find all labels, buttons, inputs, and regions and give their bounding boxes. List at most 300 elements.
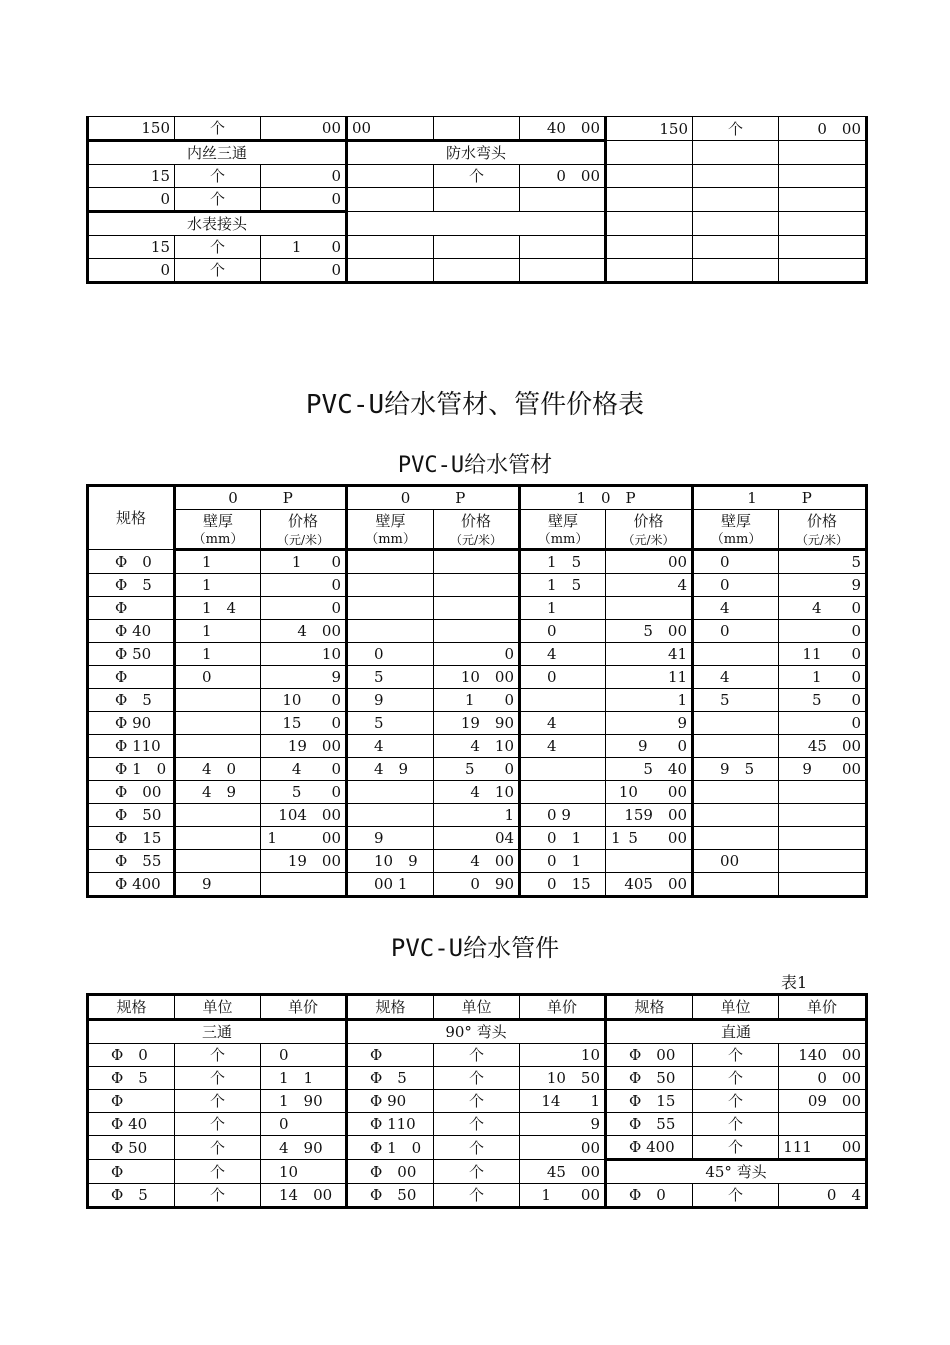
table-cell: 9 xyxy=(347,689,434,712)
table-cell: Φ 90 xyxy=(88,712,175,735)
table-cell: 45 00 xyxy=(779,735,867,758)
table-row xyxy=(88,141,867,165)
table-cell: Φ 50 xyxy=(88,1136,175,1160)
table-cell: 0 xyxy=(693,574,779,597)
fitting-section-title: PVC-U给水管件 xyxy=(390,934,560,962)
table-cell: Φ 5 xyxy=(347,1067,434,1090)
table-cell: 个 xyxy=(434,1184,520,1208)
table-cell: 个 xyxy=(693,1044,779,1067)
table-cell xyxy=(261,873,347,897)
table-cell: 159 00 xyxy=(606,804,693,827)
group-header: 0 P xyxy=(175,486,347,510)
table-row xyxy=(88,1136,867,1160)
table-cell: 10 9 xyxy=(347,850,434,873)
table-cell xyxy=(434,236,520,259)
table-cell xyxy=(693,165,779,188)
table-cell: Φ 00 xyxy=(347,1160,434,1184)
table-cell: 140 00 xyxy=(779,1044,867,1067)
group-header: 1 P xyxy=(693,486,867,510)
table-number: 表1 xyxy=(781,973,808,992)
table-cell xyxy=(175,735,261,758)
table-row xyxy=(88,1113,867,1136)
table-cell: 10 0 xyxy=(261,689,347,712)
sub-header: 壁厚 xyxy=(520,510,606,533)
table-row xyxy=(88,689,867,712)
table-row xyxy=(88,165,867,188)
table-cell: 11 0 xyxy=(779,643,867,666)
table-cell: 0 9 xyxy=(520,804,606,827)
sub-header: 价格 xyxy=(434,510,520,533)
table-cell: 个 xyxy=(175,1090,261,1113)
table-cell: 14 00 xyxy=(261,1184,347,1208)
table-cell: 0 xyxy=(693,550,779,574)
table-row xyxy=(88,1090,867,1113)
unit-header: （元/米） xyxy=(261,532,347,550)
table-row xyxy=(88,1067,867,1090)
column-header: 单位 xyxy=(693,995,779,1020)
table-cell: Φ 00 xyxy=(88,781,175,804)
table-cell: 个 xyxy=(175,236,261,259)
table-cell: Φ 40 xyxy=(88,1113,175,1136)
table-cell: 0 xyxy=(261,574,347,597)
table-cell: Φ 5 xyxy=(88,689,175,712)
table-cell: 04 xyxy=(434,827,520,850)
table-cell xyxy=(175,804,261,827)
column-header: 单价 xyxy=(520,995,606,1020)
table-cell: 1 0 xyxy=(261,550,347,574)
table-cell xyxy=(347,620,434,643)
table-cell: 00 xyxy=(606,550,693,574)
table-cell: 5 0 xyxy=(434,758,520,781)
fitting-price-table xyxy=(86,993,868,1209)
table-cell: Φ xyxy=(88,1160,175,1184)
table-cell: 个 xyxy=(434,1113,520,1136)
table-cell xyxy=(779,259,867,283)
table-cell xyxy=(347,236,434,259)
table-cell: 00 xyxy=(520,1136,606,1160)
column-header: 单价 xyxy=(779,995,867,1020)
table-cell: 1 xyxy=(606,689,693,712)
table-cell: 09 00 xyxy=(779,1090,867,1113)
table-cell xyxy=(520,259,606,283)
table-cell xyxy=(606,259,693,283)
table-cell: 1 4 xyxy=(175,597,261,620)
table-cell: 0 xyxy=(88,259,175,283)
table-cell: 个 xyxy=(693,1090,779,1113)
table-cell: 0 xyxy=(88,188,175,212)
table-cell: Φ 400 xyxy=(606,1136,693,1160)
section-label: 三通 xyxy=(88,1020,347,1044)
unit-header: （mm） xyxy=(175,532,261,550)
unit-header: （元/米） xyxy=(779,532,867,550)
table-row xyxy=(88,212,867,236)
pipe-price-table xyxy=(86,484,868,898)
table-cell: 0 1 xyxy=(520,850,606,873)
table-cell: 4 90 xyxy=(261,1136,347,1160)
table-cell: Φ xyxy=(347,1044,434,1067)
table-cell: 0 xyxy=(693,620,779,643)
table-cell xyxy=(520,781,606,804)
header-row xyxy=(88,995,867,1020)
table-cell xyxy=(434,117,520,141)
table-cell xyxy=(693,643,779,666)
table-cell: 5 40 xyxy=(606,758,693,781)
table-cell: 0 xyxy=(175,666,261,689)
table-cell xyxy=(520,188,606,212)
group-header: 1 0 P xyxy=(520,486,693,510)
table-cell: Φ 50 xyxy=(347,1184,434,1208)
table-cell: 5 xyxy=(779,550,867,574)
table-cell: 5 xyxy=(693,689,779,712)
section-label: 直通 xyxy=(606,1020,867,1044)
table-cell xyxy=(779,827,867,850)
table-cell: 14 1 xyxy=(520,1090,606,1113)
table-cell: 个 xyxy=(175,259,261,283)
table-cell: 405 00 xyxy=(606,873,693,897)
table-cell: 00 xyxy=(693,850,779,873)
table-cell: 个 xyxy=(175,1184,261,1208)
table-cell: 1 xyxy=(434,804,520,827)
table-cell xyxy=(693,781,779,804)
unit-header: （元/米） xyxy=(434,532,520,550)
sub-header: 壁厚 xyxy=(693,510,779,533)
table-row xyxy=(88,117,867,141)
table-cell: 10 00 xyxy=(606,781,693,804)
table-cell: 0 xyxy=(347,643,434,666)
table-cell: 4 10 xyxy=(434,781,520,804)
table-cell: 19 00 xyxy=(261,850,347,873)
table-cell: 10 50 xyxy=(520,1067,606,1090)
table-cell xyxy=(606,236,693,259)
table-cell: 150 xyxy=(88,117,175,141)
table-cell: 111 00 xyxy=(779,1136,867,1160)
unit-header: （mm） xyxy=(520,532,606,550)
table-cell: 10 xyxy=(520,1044,606,1067)
table-cell: 0 1 1 xyxy=(520,827,606,850)
table-cell: 0 xyxy=(520,620,606,643)
table-row xyxy=(88,574,867,597)
table-cell: 1 xyxy=(175,620,261,643)
table-cell: 1 xyxy=(175,643,261,666)
table-cell xyxy=(693,259,779,283)
table-cell: 0 xyxy=(261,597,347,620)
table-row xyxy=(88,850,867,873)
table-cell: 个 xyxy=(175,1113,261,1136)
table-cell: 个 xyxy=(175,1067,261,1090)
table-cell: 4 xyxy=(693,666,779,689)
table-cell: Φ 90 xyxy=(347,1090,434,1113)
table-cell: Φ xyxy=(88,1090,175,1113)
table-cell xyxy=(175,850,261,873)
table-cell: 4 0 xyxy=(779,597,867,620)
table-cell: Φ 5 xyxy=(88,1067,175,1090)
table-cell: 4 xyxy=(347,735,434,758)
table-cell: Φ 1 0 xyxy=(88,758,175,781)
table-cell: 10 00 xyxy=(434,666,520,689)
table-row xyxy=(88,873,867,897)
table-cell: 个 xyxy=(693,1184,779,1208)
section-label: 防水弯头 xyxy=(347,141,606,165)
table-cell: 4 9 xyxy=(175,781,261,804)
unit-header: （元/米） xyxy=(606,532,693,550)
table-cell: Φ 50 xyxy=(88,804,175,827)
table-cell: Φ 55 xyxy=(606,1113,693,1136)
table-cell xyxy=(175,827,261,850)
sub-header: 壁厚 xyxy=(347,510,434,533)
table-cell: 150 xyxy=(606,117,693,141)
table-cell: Φ 0 xyxy=(606,1184,693,1208)
table-cell: Φ 110 xyxy=(347,1113,434,1136)
table-cell xyxy=(779,212,867,236)
table-cell: 4 xyxy=(520,643,606,666)
table-cell xyxy=(347,574,434,597)
table-cell: 10 xyxy=(261,643,347,666)
table-row xyxy=(88,236,867,259)
table-cell xyxy=(606,212,693,236)
table-cell: 1 0 xyxy=(434,689,520,712)
table-cell xyxy=(520,689,606,712)
table-cell: 4 xyxy=(520,712,606,735)
table-row xyxy=(88,550,867,574)
table-cell: 个 xyxy=(175,1044,261,1067)
table-row xyxy=(88,1184,867,1208)
table-cell xyxy=(606,850,693,873)
table-cell xyxy=(434,574,520,597)
table-cell xyxy=(779,236,867,259)
column-header: 单位 xyxy=(175,995,261,1020)
table-cell: 0 xyxy=(261,1113,347,1136)
table-cell: 00 xyxy=(261,117,347,141)
table-cell: 0 xyxy=(261,1044,347,1067)
table-row xyxy=(88,1160,867,1184)
table-cell: 1 xyxy=(175,574,261,597)
table-cell xyxy=(520,236,606,259)
table-cell: 19 00 xyxy=(261,735,347,758)
table-cell: 1 0 xyxy=(261,236,347,259)
table-cell: 0 00 xyxy=(520,165,606,188)
table-cell: 个 xyxy=(175,117,261,141)
table-cell xyxy=(347,781,434,804)
sub-header: 价格 xyxy=(779,510,867,533)
table-cell: 40 00 xyxy=(520,117,606,141)
column-header: 单位 xyxy=(434,995,520,1020)
main-title: PVC-U给水管材、管件价格表 xyxy=(305,390,645,420)
table-cell xyxy=(175,712,261,735)
table-cell: 个 xyxy=(175,165,261,188)
table-row xyxy=(88,735,867,758)
spec-header: 规格 xyxy=(88,486,175,550)
table-cell: 5 00 xyxy=(606,620,693,643)
top-table xyxy=(86,116,868,284)
table-cell: Φ xyxy=(88,666,175,689)
table-cell: Φ 50 xyxy=(606,1067,693,1090)
table-cell xyxy=(693,212,779,236)
table-cell: Φ 0 xyxy=(88,550,175,574)
table-cell: 个 xyxy=(434,1044,520,1067)
table-cell: 个 xyxy=(693,1067,779,1090)
section-label xyxy=(347,212,606,236)
table-row xyxy=(88,188,867,212)
table-cell: 0 xyxy=(261,188,347,212)
table-cell: 19 90 xyxy=(434,712,520,735)
table-cell xyxy=(779,188,867,212)
table-cell xyxy=(779,873,867,897)
table-cell: Φ 1 0 xyxy=(347,1136,434,1160)
unit-header: （mm） xyxy=(347,532,434,550)
column-header: 规格 xyxy=(88,995,175,1020)
table-cell: 1 xyxy=(175,550,261,574)
table-cell: 5 xyxy=(347,666,434,689)
table-cell xyxy=(693,236,779,259)
table-cell: 9 xyxy=(347,827,434,850)
table-cell: Φ 40 xyxy=(88,620,175,643)
table-cell: 41 xyxy=(606,643,693,666)
table-cell xyxy=(779,1113,867,1136)
table-cell: 0 4 xyxy=(779,1184,867,1208)
column-header: 规格 xyxy=(347,995,434,1020)
table-cell xyxy=(693,804,779,827)
table-row xyxy=(88,758,867,781)
table-cell xyxy=(693,188,779,212)
table-row xyxy=(88,781,867,804)
table-cell xyxy=(779,804,867,827)
table-cell: 9 xyxy=(606,712,693,735)
sub-header: 价格 xyxy=(261,510,347,533)
table-cell xyxy=(693,141,779,165)
table-cell xyxy=(693,827,779,850)
table-cell: 1 0 xyxy=(779,666,867,689)
table-cell xyxy=(347,597,434,620)
table-row xyxy=(88,597,867,620)
table-cell: 0 15 xyxy=(520,873,606,897)
section-label: 45° 弯头 xyxy=(606,1160,867,1184)
table-cell: 个 xyxy=(175,1160,261,1184)
table-cell: Φ 50 xyxy=(88,643,175,666)
table-cell: Φ 5 xyxy=(88,1184,175,1208)
table-cell xyxy=(606,141,693,165)
table-cell: 5 0 xyxy=(261,781,347,804)
table-cell xyxy=(347,165,434,188)
table-cell: 个 xyxy=(434,165,520,188)
table-cell: 4 0 xyxy=(175,758,261,781)
table-row xyxy=(88,804,867,827)
table-cell: 15 xyxy=(88,236,175,259)
section-label: 内丝三通 xyxy=(88,141,347,165)
table-row xyxy=(88,827,867,850)
table-row xyxy=(88,620,867,643)
table-cell: 1 xyxy=(520,597,606,620)
table-cell: 9 xyxy=(779,574,867,597)
table-cell: 10 xyxy=(261,1160,347,1184)
table-cell: 个 xyxy=(693,1113,779,1136)
table-cell: 00 xyxy=(347,117,434,141)
table-cell: 0 xyxy=(779,620,867,643)
column-header: 单价 xyxy=(261,995,347,1020)
table-cell: Φ 110 xyxy=(88,735,175,758)
table-cell: Φ 15 xyxy=(606,1090,693,1113)
table-cell: 9 5 xyxy=(693,758,779,781)
table-cell: 个 xyxy=(434,1067,520,1090)
pipe-section-title: PVC-U给水管材 xyxy=(397,453,553,478)
table-cell: 5 00 xyxy=(606,827,693,850)
table-cell: 1 5 xyxy=(520,574,606,597)
table-cell xyxy=(347,188,434,212)
table-cell xyxy=(347,804,434,827)
table-cell: 个 xyxy=(434,1136,520,1160)
table-cell: 4 0 xyxy=(261,758,347,781)
table-cell: Φ 0 xyxy=(88,1044,175,1067)
table-cell: 9 xyxy=(520,1113,606,1136)
table-cell: 个 xyxy=(693,117,779,141)
table-cell: 4 9 xyxy=(347,758,434,781)
section-label: 90° 弯头 xyxy=(347,1020,606,1044)
table-cell: Φ 55 xyxy=(88,850,175,873)
table-cell: 1 5 xyxy=(520,550,606,574)
table-row xyxy=(88,666,867,689)
sub-header: 价格 xyxy=(606,510,693,533)
table-cell xyxy=(434,620,520,643)
table-cell: 0 xyxy=(520,666,606,689)
section-row xyxy=(88,1020,867,1044)
table-cell: Φ 00 xyxy=(606,1044,693,1067)
table-cell: 1 1 xyxy=(261,1067,347,1090)
table-cell xyxy=(779,165,867,188)
table-cell xyxy=(779,141,867,165)
table-cell xyxy=(606,597,693,620)
table-cell: 0 xyxy=(779,712,867,735)
table-cell: 1 90 xyxy=(261,1090,347,1113)
table-row xyxy=(88,643,867,666)
table-cell xyxy=(434,259,520,283)
table-cell: 15 xyxy=(88,165,175,188)
table-cell: 4 00 xyxy=(434,850,520,873)
section-label: 水表接头 xyxy=(88,212,347,236)
table-cell: 00 1 xyxy=(347,873,434,897)
table-cell: 15 0 xyxy=(261,712,347,735)
table-cell: 0 90 xyxy=(434,873,520,897)
table-cell xyxy=(434,188,520,212)
table-cell: 0 00 xyxy=(779,1067,867,1090)
table-cell: Φ 400 xyxy=(88,873,175,897)
table-cell xyxy=(175,689,261,712)
table-cell: 11 xyxy=(606,666,693,689)
table-cell: 9 xyxy=(261,666,347,689)
table-cell: 4 xyxy=(520,735,606,758)
table-cell: 4 xyxy=(693,597,779,620)
table-cell xyxy=(693,873,779,897)
table-cell: Φ 5 xyxy=(88,574,175,597)
table-cell: 9 xyxy=(175,873,261,897)
table-cell: 0 00 xyxy=(779,117,867,141)
table-cell: 0 xyxy=(434,643,520,666)
table-row xyxy=(88,712,867,735)
sub-header: 壁厚 xyxy=(175,510,261,533)
table-cell xyxy=(779,850,867,873)
table-cell: 个 xyxy=(693,1136,779,1160)
table-cell xyxy=(779,781,867,804)
table-cell: 0 xyxy=(261,259,347,283)
table-cell: 5 0 xyxy=(779,689,867,712)
table-cell xyxy=(347,259,434,283)
table-cell xyxy=(693,735,779,758)
table-cell: Φ xyxy=(88,597,175,620)
table-cell: 4 00 xyxy=(261,620,347,643)
table-cell: 个 xyxy=(434,1160,520,1184)
unit-header: （mm） xyxy=(693,532,779,550)
table-cell xyxy=(434,550,520,574)
table-cell: 个 xyxy=(175,188,261,212)
table-row xyxy=(88,1044,867,1067)
